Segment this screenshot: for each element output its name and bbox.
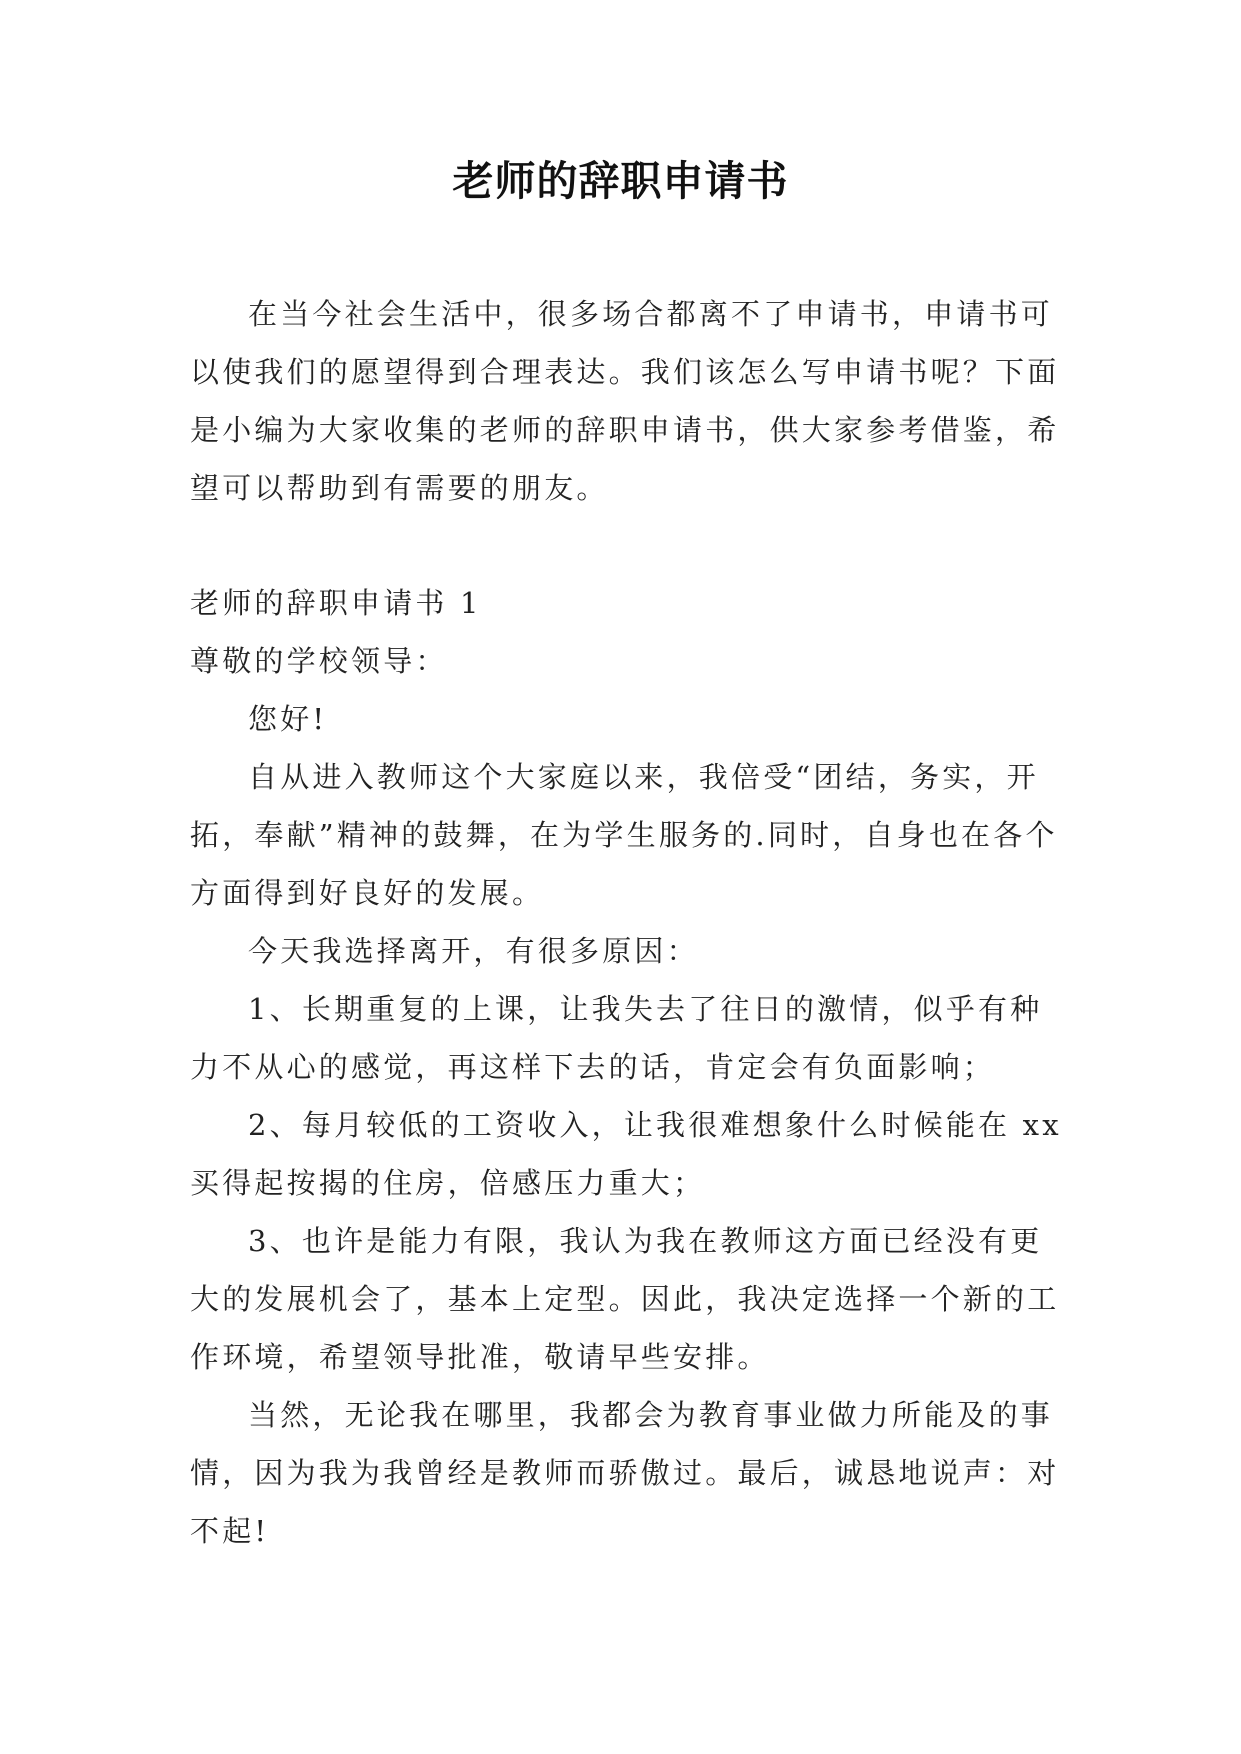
letter-salutation: 尊敬的学校领导：: [190, 644, 448, 678]
letter-closing: 当然，无论我在哪里，我都会为教育事业做力所能及的事情，因为我为我曾经是教师而骄傲过。最后，诚恳地说声：对不起!: [190, 1398, 1060, 1548]
letter-section: [190, 574, 1062, 1560]
reason-item: 2、每月较低的工资收入，让我很难想象什么时候能在 xx 买得起按揭的住房，倍感压力重大；: [190, 1108, 1062, 1200]
letter-heading: 老师的辞职申请书 1: [190, 586, 482, 620]
reason-item: 1、长期重复的上课，让我失去了往日的激情，似乎有种力不从心的感觉，再这样下去的话，肯定会有负面影响；: [190, 992, 1043, 1084]
reason-item: 3、也许是能力有限，我认为我在教师这方面已经没有更大的发展机会了，基本上定型。因此，我决定选择一个新的工作环境，希望领导批准，敬请早些安排。: [190, 1224, 1060, 1374]
document-title: 老师的辞职申请书: [452, 157, 789, 205]
letter-paragraph: 自从进入教师这个大家庭以来，我倍受“团结，务实，开拓，奉献”精神的鼓舞，在为学生服务的.同时，自身也在各个方面得到好良好的发展。: [190, 760, 1058, 910]
intro-section: [190, 285, 1062, 517]
intro-paragraph: 在当今社会生活中，很多场合都离不了申请书，申请书可以使我们的愿望得到合理表达。我们该怎么写申请书呢？下面是小编为大家收集的老师的辞职申请书，供大家参考借鉴，希望可以帮助到有需要的朋友。: [190, 297, 1060, 505]
letter-paragraph: 今天我选择离开，有很多原因：: [248, 934, 699, 968]
letter-greeting: 您好!: [248, 702, 328, 736]
